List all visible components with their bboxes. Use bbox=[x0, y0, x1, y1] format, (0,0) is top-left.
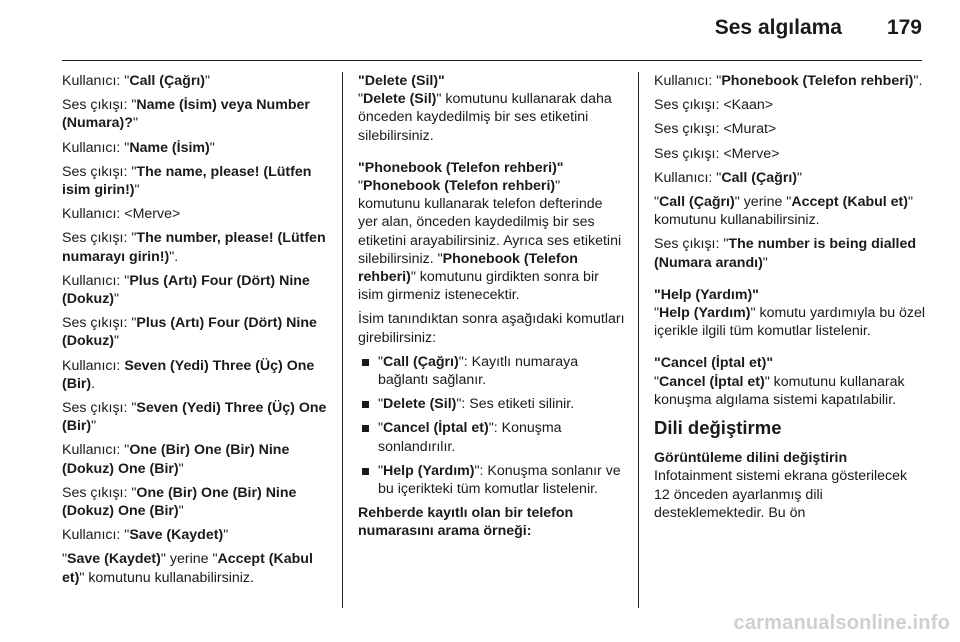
column-3 bbox=[654, 72, 926, 528]
paragraph: Infotainment sistemi ekrana gösterilecek 12 önceden ayarlanmış dili desteklemektedir. Bu ön bbox=[654, 468, 908, 521]
dialog-line: Kullanıcı: "Plus (Artı) Four (Dört) Nine (Dokuz)" bbox=[62, 272, 310, 308]
dialog-line: Ses çıkışı: <Murat> bbox=[654, 121, 777, 138]
column-1 bbox=[62, 72, 330, 593]
subheading: Görüntüleme dilini değiştirin bbox=[654, 450, 848, 467]
list-item: "Help (Yardım)": Konuşma sonlanır ve bu içerikteki tüm komutlar listelenir. bbox=[358, 462, 626, 498]
dialog-line: Ses çıkışı: "One (Bir) One (Bir) Nine (Dokuz) One (Bir)" bbox=[62, 484, 297, 520]
command-heading: "Cancel (İptal et)" bbox=[654, 355, 774, 372]
column-divider-1 bbox=[342, 72, 343, 608]
command-heading: "Phonebook (Telefon rehberi)" bbox=[358, 159, 564, 176]
dialog-line: Kullanıcı: "Call (Çağrı)" bbox=[62, 73, 211, 89]
bullet-square-icon bbox=[362, 425, 369, 432]
dialog-line: Ses çıkışı: "Seven (Yedi) Three (Üç) One (Bir)" bbox=[62, 400, 327, 435]
dialog-line: Ses çıkışı: "Plus (Artı) Four (Dört) Nine (Dokuz)" bbox=[62, 315, 317, 350]
dialog-line: Kullanıcı: "Name (İsim)" bbox=[62, 139, 215, 156]
dialog-line: Kullanıcı: "Save (Kaydet)" bbox=[62, 527, 229, 544]
paragraph: "Delete (Sil)" komutunu kullanarak daha önceden kaydedilmiş bir ses etiketini silebilirsiniz. bbox=[358, 91, 612, 144]
dialog-line: Kullanıcı: "Phonebook (Telefon rehberi)". bbox=[654, 73, 923, 89]
dialog-line: Ses çıkışı: <Merve> bbox=[654, 145, 780, 162]
column-divider-2 bbox=[638, 72, 639, 608]
dialog-line: Ses çıkışı: <Kaan> bbox=[654, 97, 774, 114]
column-2 bbox=[358, 72, 626, 547]
dialog-line: Ses çıkışı: "The number is being dialled (Numara arandı)" bbox=[654, 236, 917, 271]
paragraph: "Help (Yardım)" komutu yardımıyla bu özel içerikle ilgili tüm komutlar listelenir. bbox=[654, 305, 926, 340]
dialog-line: Ses çıkışı: "Name (İsim) veya Number (Numara)?" bbox=[62, 97, 310, 132]
bullet-square-icon bbox=[362, 359, 369, 366]
command-heading: "Help (Yardım)" bbox=[654, 286, 759, 303]
page-number: 179 bbox=[886, 16, 922, 39]
list-item: "Call (Çağrı)": Kayıtlı numaraya bağlantı sağlanır. bbox=[358, 353, 626, 389]
section-heading: Dili değiştirme bbox=[654, 417, 782, 439]
dialog-line: Kullanıcı: Seven (Yedi) Three (Üç) One (Bir). bbox=[62, 357, 315, 392]
example-heading: Rehberde kayıtlı olan bir telefon numarasını arama örneği: bbox=[358, 505, 574, 540]
watermark: carmanualsonline.info bbox=[733, 612, 950, 634]
paragraph: "Phonebook (Telefon rehberi)" komutunu kullanarak telefon defterinde yer alan, önceden kaydedilmiş bir ses etiketini arayabilirsiniz. Ayrıca ses etiketini silebilirsiniz. "Phonebook (Telefon rehberi)" komutunu girdikten sonra bir isim girmeniz istenecektir. bbox=[358, 178, 622, 304]
command-heading: "Delete (Sil)" bbox=[358, 73, 445, 89]
dialog-line: Kullanıcı: "Call (Çağrı)" bbox=[654, 169, 803, 186]
header-rule bbox=[62, 60, 922, 61]
list-item: "Delete (Sil)": Ses etiketi silinir. bbox=[358, 395, 626, 413]
bullet-square-icon bbox=[362, 401, 369, 408]
dialog-line: Kullanıcı: "One (Bir) One (Bir) Nine (Dokuz) One (Bir)" bbox=[62, 442, 290, 477]
list-item: "Cancel (İptal et)": Konuşma sonlandırılır. bbox=[358, 419, 626, 455]
paragraph: "Cancel (İptal et)" komutunu kullanarak konuşma algılama sistemi kapatılabilir. bbox=[654, 373, 905, 408]
paragraph: "Save (Kaydet)" yerine "Accept (Kabul et)" komutunu kullanabilirsiniz. bbox=[62, 551, 313, 586]
dialog-line: Ses çıkışı: "The number, please! (Lütfen numarayı girin!)". bbox=[62, 230, 326, 265]
paragraph: İsim tanındıktan sonra aşağıdaki komutları girebilirsiniz: bbox=[358, 311, 625, 346]
dialog-line: Ses çıkışı: "The name, please! (Lütfen isim girin!)" bbox=[62, 163, 312, 199]
section-title: Ses algılama bbox=[714, 16, 842, 39]
dialog-line: Kullanıcı: <Merve> bbox=[62, 206, 181, 223]
bullet-square-icon bbox=[362, 468, 369, 475]
paragraph: "Call (Çağrı)" yerine "Accept (Kabul et)" komutunu kullanabilirsiniz. bbox=[654, 194, 914, 229]
